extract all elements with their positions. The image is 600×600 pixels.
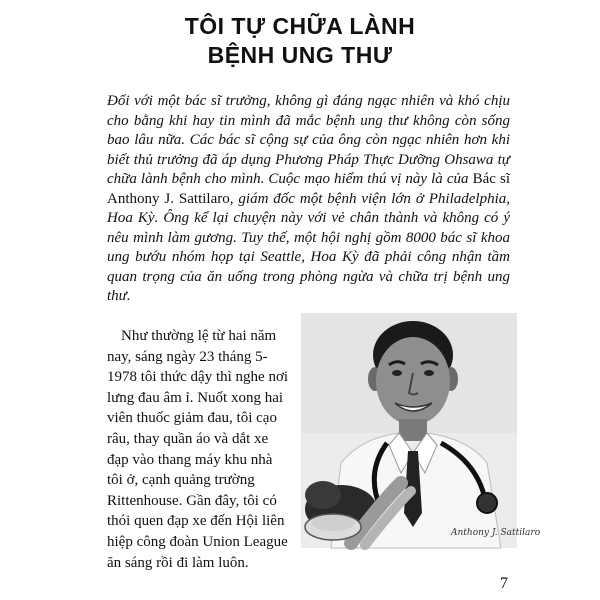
body-column — [107, 326, 289, 573]
chapter-title-line-1: TÔI TỰ CHỮA LÀNH — [184, 13, 416, 39]
body-paragraph: Như thường lệ từ hai năm nay, sáng ngày 23 tháng 5-1978 tôi thức dậy thì nghe nơi lưng đau âm ỉ. Nuốt xong hai viên thuốc giảm đau, tôi cạo râu, thay quần áo và dắt xe đạp vào thang máy khu nhà tôi ở, cạnh quảng trường Rittenhouse. Gần đây, tôi có thói quen đạp xe đến Hội liên hiệp công đoàn Union League ăn sáng rồi đi làm luôn. — [107, 328, 289, 571]
photo-signature: Anthony J. Sattilaro — [451, 528, 541, 538]
page-number: 7 — [500, 575, 508, 592]
intro-doctor-name: Bác sĩ Anthony J. Sattilaro — [107, 171, 511, 207]
intro-text-part-1: Đối với một bác sĩ trưởng, không gì đáng ngạc nhiên và khó chịu cho bằng khi hay tin mình đã mắc bệnh ung thư không còn sống bao lâu nữa. Các bác sĩ cộng sự của ông còn ngạc nhiên hơn khi biết thủ trưởng đã áp dụng Phương Pháp Thực Dưỡng Ohsawa tự chữa lành bệnh cho mình. Cuộc mạo hiểm thú vị này là của — [107, 93, 510, 187]
doctor-photo — [301, 313, 541, 548]
chapter-title-line-2: BỆNH UNG THƯ — [207, 42, 393, 68]
intro-text-part-2: , giám đốc một bệnh viện lớn ở Philadelphia, Hoa Kỳ. Ông kể lại chuyện này với vẻ chân thành và không có ý nêu mình làm gương. Tuy thế, một hội nghị gồm 8000 bác sĩ khoa ung bướu nhóm họp tại Seattle, Hoa Kỳ đã phải công nhận tầm quan trọng của ăn uống trong phòng ngừa và chữa trị bệnh ung thư. — [107, 190, 510, 304]
intro-paragraph — [107, 92, 510, 307]
